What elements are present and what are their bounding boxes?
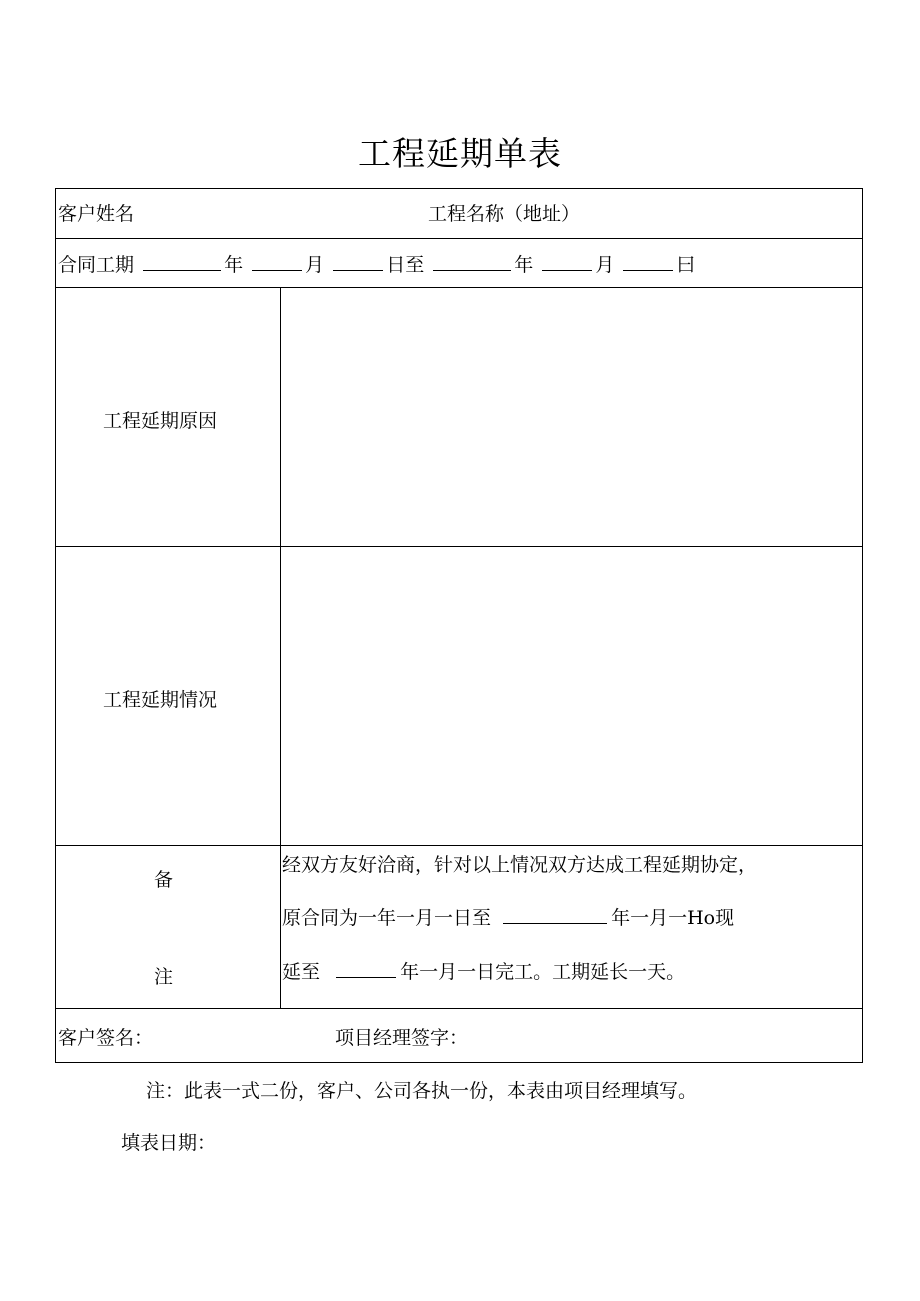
end-month-blank[interactable] (542, 252, 592, 271)
delay-reason-label: 工程延期原因 (103, 410, 218, 432)
month-unit: 月 (595, 254, 615, 276)
delay-form-table (55, 188, 863, 1063)
remarks-label-top: 备 (154, 869, 174, 891)
contract-period-label: 合同工期 (58, 254, 135, 276)
delay-situation-field[interactable] (282, 547, 862, 844)
year-unit: 年 (224, 254, 244, 276)
day-unit: 曰 (676, 254, 696, 276)
start-day-blank[interactable] (333, 252, 383, 271)
remarks-line-3-end: 年一月一日完工。工期延长一天。 (400, 961, 686, 983)
day-to-unit: 日至 (386, 254, 425, 276)
remarks-label-bottom: 注 (154, 966, 174, 988)
extended-year-blank[interactable] (336, 959, 396, 978)
client-signature-label: 客户签名： (58, 1027, 154, 1049)
project-name-label: 工程名称（地址） (428, 203, 581, 225)
client-name-label: 客户姓名 (58, 203, 135, 225)
page-title: 工程延期单表 (358, 134, 562, 173)
remarks-line-2-end: 年一月一Ho现 (611, 907, 735, 929)
delay-situation-label: 工程延期情况 (103, 689, 218, 711)
end-day-blank[interactable] (623, 252, 673, 271)
remarks-line-2 (282, 905, 734, 930)
start-month-blank[interactable] (252, 252, 302, 271)
fill-date-label: 填表日期： (121, 1132, 217, 1154)
delay-reason-field[interactable] (282, 288, 862, 545)
manager-signature-label: 项目经理签字： (335, 1027, 469, 1049)
remarks-line-3-start: 延至 (282, 961, 321, 983)
start-year-blank[interactable] (143, 252, 221, 271)
remarks-line-1: 经双方友好洽商，针对以上情况双方达成工程延期协定， (282, 854, 758, 876)
end-year-blank[interactable] (433, 252, 511, 271)
original-year-blank[interactable] (503, 905, 607, 924)
remarks-line-2-start: 原合同为一年一月一日至 (282, 907, 492, 929)
row-divider (56, 238, 862, 239)
month-unit: 月 (305, 254, 325, 276)
row-divider (56, 845, 862, 846)
year-unit: 年 (514, 254, 534, 276)
remarks-line-3 (282, 959, 685, 984)
contract-period-line (58, 252, 695, 277)
column-divider (280, 287, 281, 1008)
row-divider (56, 1008, 862, 1009)
footnote: 注：此表一式二份，客户、公司各执一份，本表由项目经理填写。 (146, 1080, 698, 1102)
